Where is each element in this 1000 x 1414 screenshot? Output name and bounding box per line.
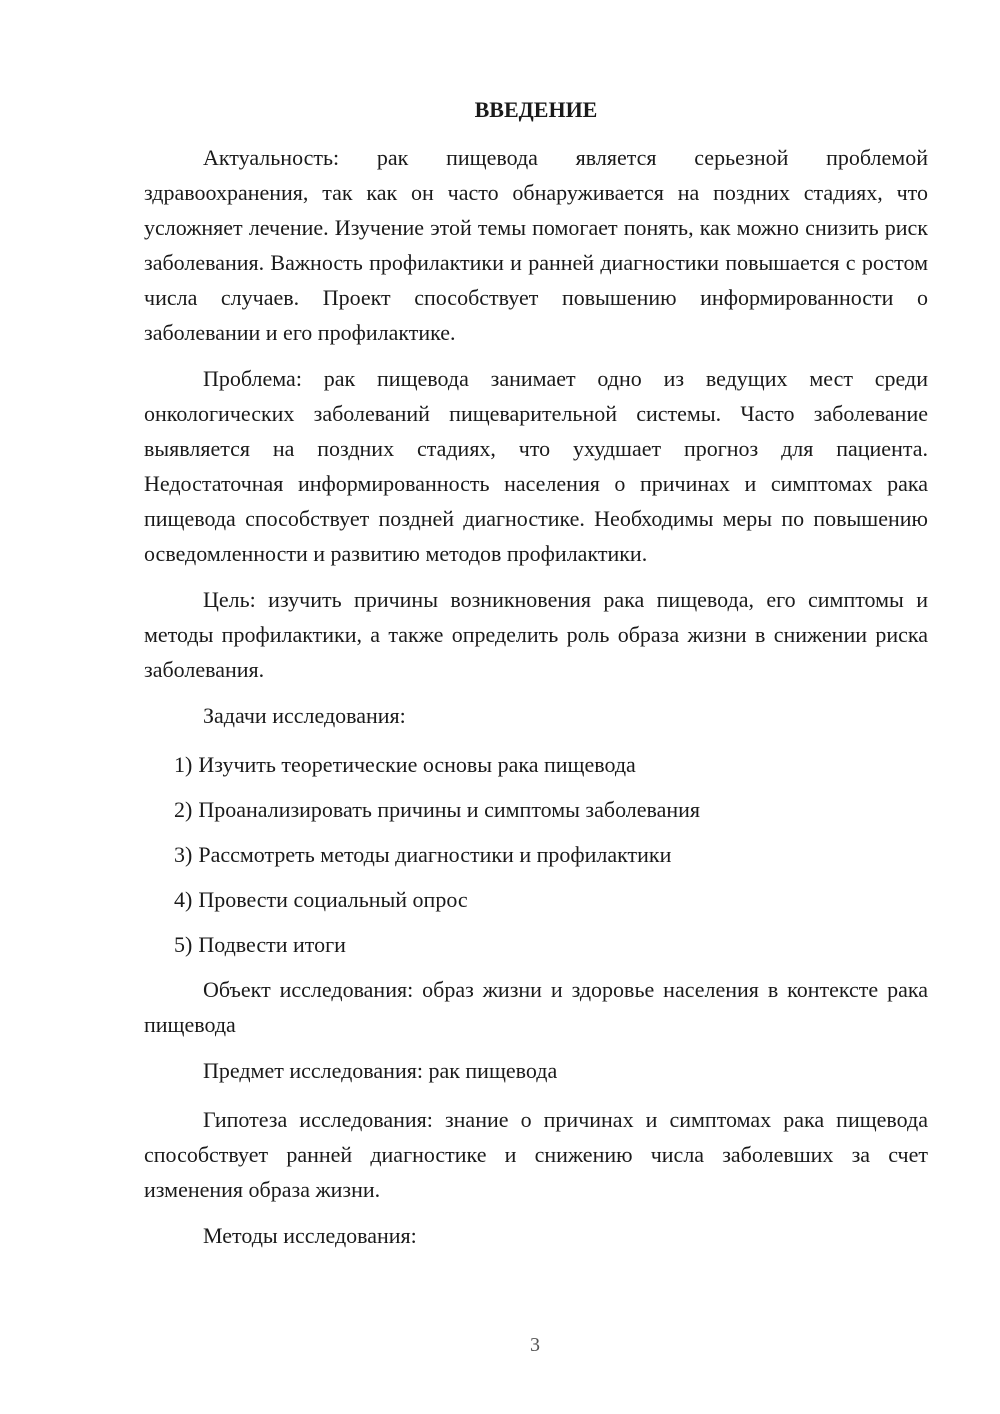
paragraph-hypothesis: Гипотеза исследования: знание о причинах и симптомах рака пищевода способствует ранней диагностике и снижению числа заболевших за счет изменения образа жизни. — [144, 1107, 928, 1202]
paragraph-subject: Предмет исследования: рак пищевода — [203, 1058, 558, 1083]
page-number: 3 — [530, 1334, 540, 1356]
paragraph-problem: Проблема: рак пищевода занимает одно из ведущих мест среди онкологических заболеваний пищеварительной системы. Часто заболевание выявляется на поздних стадиях, что ухудшает прогноз для пациента. Недостаточная информированность населения о причинах и симптомах рака пищевода способствует поздней диагностике. Необходимы меры по повышению осведомленности и развитию методов профилактики. — [144, 366, 928, 566]
list-item-number: 2) — [174, 797, 193, 822]
list-item-text: Подвести итоги — [198, 932, 346, 957]
list-item — [144, 837, 928, 872]
list-item — [144, 747, 928, 782]
methods-heading: Методы исследования: — [203, 1223, 417, 1248]
list-item — [144, 927, 928, 962]
paragraph-object: Объект исследования: образ жизни и здоровье населения в контексте рака пищевода — [144, 977, 928, 1037]
tasks-heading: Задачи исследования: — [203, 703, 406, 728]
document-page — [144, 95, 928, 1267]
list-item-number: 3) — [174, 842, 193, 867]
list-item-text: Рассмотреть методы диагностики и профилактики — [198, 842, 672, 867]
list-item-text: Провести социальный опрос — [198, 887, 468, 912]
list-item-number: 1) — [174, 752, 193, 777]
page-title: ВВЕДЕНИЕ — [474, 97, 598, 122]
list-item — [144, 792, 928, 827]
list-item-text: Проанализировать причины и симптомы заболевания — [198, 797, 701, 822]
list-item — [144, 882, 928, 917]
list-item-text: Изучить теоретические основы рака пищевода — [198, 752, 636, 777]
paragraph-goal: Цель: изучить причины возникновения рака пищевода, его симптомы и методы профилактики, а также определить роль образа жизни в снижении риска заболевания. — [144, 587, 928, 682]
paragraph-relevance: Актуальность: рак пищевода является серьезной проблемой здравоохранения, так как он часто обнаруживается на поздних стадиях, что усложняет лечение. Изучение этой темы помогает понять, как можно снизить риск заболевания. Важность профилактики и ранней диагностики повышается с ростом числа случаев. Проект способствует повышению информированности о заболевании и его профилактике. — [144, 145, 928, 345]
list-item-number: 5) — [174, 932, 193, 957]
list-item-number: 4) — [174, 887, 193, 912]
tasks-list — [144, 747, 928, 962]
